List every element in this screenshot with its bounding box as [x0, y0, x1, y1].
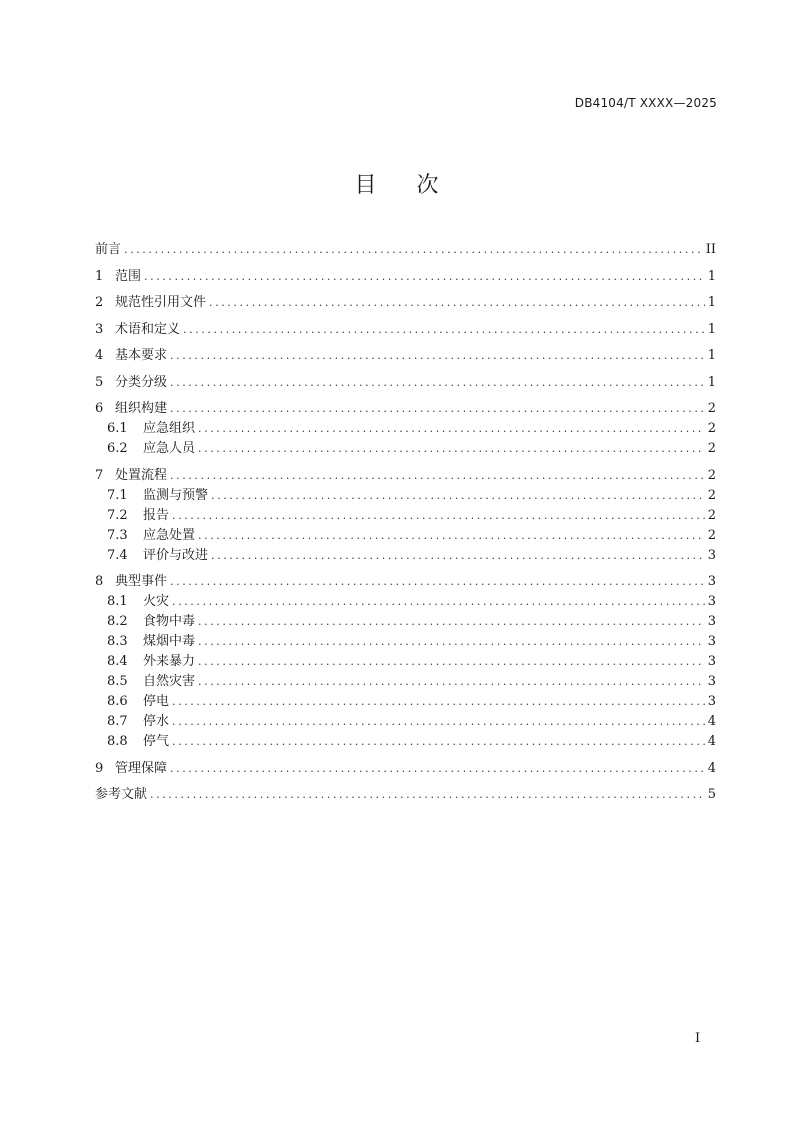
toc-entry[interactable]	[95, 652, 716, 672]
toc-entry-label: 食物中毒	[143, 614, 196, 629]
toc-entry-number: 4	[95, 348, 104, 363]
toc-entry-label: 范围	[115, 268, 142, 284]
dot-leader	[124, 240, 703, 260]
toc-entry-number: 5	[95, 374, 104, 390]
toc-entry-page: 4	[707, 760, 716, 776]
toc-entry-number: 9	[95, 760, 104, 776]
dot-leader	[172, 592, 705, 612]
toc-entry-label: 组织构建	[115, 401, 168, 416]
dot-leader	[198, 419, 705, 439]
toc-entry-number: 2	[95, 295, 104, 310]
dot-leader	[198, 652, 705, 672]
toc-entry[interactable]	[95, 572, 716, 592]
toc-entry-label: 停气	[143, 734, 170, 749]
toc-entry-label: 应急处置	[143, 527, 196, 543]
toc-entry-label: 规范性引用文件	[115, 295, 207, 310]
toc-entry[interactable]	[95, 320, 716, 340]
toc-entry-number: 7.3	[107, 527, 128, 543]
toc-entry[interactable]	[95, 712, 716, 732]
dot-leader	[170, 572, 705, 592]
toc-entry[interactable]	[95, 632, 716, 652]
toc-entry-label: 自然灾害	[143, 674, 196, 689]
toc-entry-page: 2	[707, 507, 716, 523]
toc-entry-page: 4	[707, 734, 716, 749]
dot-leader	[172, 732, 705, 752]
toc-entry[interactable]	[95, 419, 716, 439]
dot-leader	[170, 346, 705, 366]
toc-entry-number: 8.1	[107, 594, 128, 609]
toc-entry[interactable]	[95, 506, 716, 526]
toc-entry-label: 基本要求	[115, 348, 168, 363]
toc-entry[interactable]	[95, 732, 716, 752]
toc-entry[interactable]	[95, 439, 716, 459]
toc-entry-label: 参考文献	[95, 787, 148, 802]
dot-leader	[198, 632, 705, 652]
toc-entry-number: 8.5	[107, 674, 128, 689]
toc-entry-number: 8.3	[107, 634, 128, 649]
toc-entry-number: 7.2	[107, 507, 128, 523]
toc-entry[interactable]	[95, 785, 716, 805]
toc-entry-label: 停水	[143, 714, 170, 729]
toc-entry-page: 3	[707, 547, 716, 563]
toc-entry-page: 3	[707, 614, 716, 629]
toc-entry-page: 3	[707, 674, 716, 689]
toc-entry-label: 火灾	[143, 594, 170, 609]
dot-leader	[198, 612, 705, 632]
toc-entry-page: 2	[707, 467, 716, 483]
toc-entry-label: 停电	[143, 694, 170, 709]
toc-entry[interactable]	[95, 486, 716, 506]
page-title: 目次	[354, 173, 479, 198]
toc-entry-page: 3	[707, 594, 716, 609]
toc-entry-label: 管理保障	[115, 760, 168, 776]
dot-leader	[170, 399, 705, 419]
toc-entry-number: 8.8	[107, 734, 128, 749]
toc-entry[interactable]	[95, 267, 716, 287]
toc-entry-page: 1	[707, 321, 716, 337]
toc-entry[interactable]	[95, 546, 716, 566]
toc-entry-number: 1	[95, 268, 104, 284]
dot-leader	[170, 466, 705, 486]
dot-leader	[211, 486, 705, 506]
toc-entry-page: 1	[707, 374, 716, 390]
toc-entry-number: 8.7	[107, 714, 128, 729]
toc-entry-page: 2	[707, 441, 716, 456]
toc-entry-label: 典型事件	[115, 574, 168, 589]
toc-entry-label: 分类分级	[115, 374, 168, 390]
dot-leader	[170, 759, 705, 779]
toc-entry-number: 8.6	[107, 694, 128, 709]
toc-entry-number: 7	[95, 467, 104, 483]
toc-entry-number: 6.2	[107, 441, 128, 456]
toc-entry-label: 前言	[95, 242, 122, 257]
dot-leader	[144, 267, 705, 287]
toc-entry-page: 2	[707, 527, 716, 543]
toc-entry-label: 评价与改进	[143, 547, 209, 563]
toc-entry-page: 3	[707, 574, 716, 589]
toc-entry-page: 2	[707, 421, 716, 436]
toc-entry-label: 术语和定义	[115, 321, 181, 337]
toc-entry-page: 1	[707, 268, 716, 284]
dot-leader	[209, 293, 705, 313]
table-of-contents	[95, 240, 716, 805]
toc-entry[interactable]	[95, 759, 716, 779]
toc-entry-number: 8.4	[107, 654, 128, 669]
toc-entry-page: 4	[707, 714, 716, 729]
dot-leader	[198, 439, 705, 459]
footer-page-number: I	[695, 1031, 701, 1046]
dot-leader	[198, 526, 705, 546]
toc-entry-page: 1	[707, 295, 716, 310]
toc-entry[interactable]	[95, 466, 716, 486]
toc-entry[interactable]	[95, 526, 716, 546]
dot-leader	[172, 712, 705, 732]
toc-entry-number: 8.2	[107, 614, 128, 629]
toc-entry-page: 2	[707, 487, 716, 503]
toc-entry-label: 应急组织	[143, 421, 196, 436]
dot-leader	[172, 506, 705, 526]
toc-entry-label: 煤烟中毒	[143, 634, 196, 649]
toc-entry[interactable]	[95, 592, 716, 612]
toc-entry[interactable]	[95, 346, 716, 366]
toc-entry-number: 7.1	[107, 487, 128, 503]
toc-entry-label: 处置流程	[115, 467, 168, 483]
dot-leader	[211, 546, 705, 566]
toc-entry-page: 3	[707, 694, 716, 709]
document-code: DB4104/T XXXX—2025	[574, 96, 717, 110]
dot-leader	[170, 373, 705, 393]
toc-entry-label: 报告	[143, 507, 170, 523]
toc-entry[interactable]	[95, 293, 716, 313]
toc-entry[interactable]	[95, 399, 716, 419]
toc-entry-page: 3	[707, 654, 716, 669]
toc-entry-number: 6	[95, 401, 104, 416]
toc-entry[interactable]	[95, 373, 716, 393]
toc-entry-number: 8	[95, 574, 104, 589]
toc-entry[interactable]	[95, 692, 716, 712]
dot-leader	[172, 692, 705, 712]
toc-entry-page: 2	[707, 401, 716, 416]
toc-entry-label: 监测与预警	[143, 487, 209, 503]
toc-entry-page: II	[705, 242, 716, 257]
dot-leader	[183, 320, 705, 340]
toc-entry[interactable]	[95, 612, 716, 632]
toc-entry-number: 6.1	[107, 421, 128, 436]
toc-entry-page: 1	[707, 348, 716, 363]
toc-entry-page: 5	[707, 787, 716, 802]
dot-leader	[150, 785, 705, 805]
toc-entry[interactable]	[95, 672, 716, 692]
toc-entry-page: 3	[707, 634, 716, 649]
toc-entry-number: 3	[95, 321, 104, 337]
toc-entry-label: 外来暴力	[143, 654, 196, 669]
toc-entry-label: 应急人员	[143, 441, 196, 456]
toc-entry[interactable]	[95, 240, 716, 260]
dot-leader	[198, 672, 705, 692]
toc-entry-number: 7.4	[107, 547, 128, 563]
